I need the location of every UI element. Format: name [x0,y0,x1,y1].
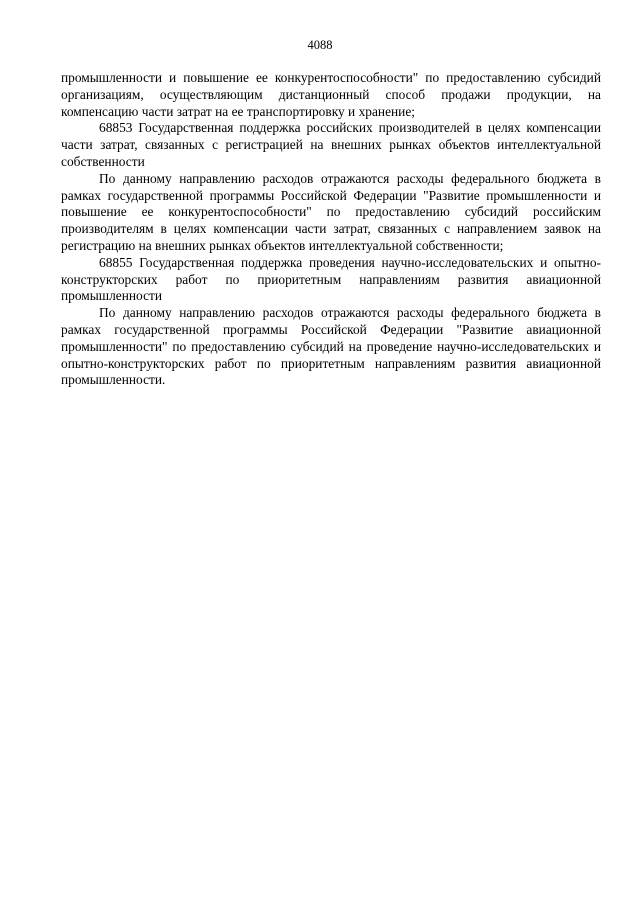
expense-code-68855-heading: 68855 Государственная поддержка проведения научно-исследовательских и опытно-конструкторских работ по приоритетным направлениям развития авиационной промышленности [61,254,601,304]
page-number: 4088 [307,38,333,52]
expense-code-68853-heading: 68853 Государственная поддержка российских производителей в целях компенсации части затрат, связанных с регистрацией на внешних рынках объектов интеллектуальной собственности [61,120,601,169]
paragraph-continuation: промышленности и повышение ее конкурентоспособности" по предоставлению субсидий организациям, осуществляющим дистанционный способ продажи продукции, на компенсацию части затрат на ее транспортировку и хранение; [61,70,601,119]
expense-code-68855-description: По данному направлению расходов отражаются расходы федерального бюджета в рамках государственной программы Российской Федерации "Развитие авиационной промышленности" по предоставлению субсидий на проведение научно-исследовательских и опытно-конструкторских работ по приоритетным направлениям развития авиационной промышленности. [61,305,601,388]
expense-code-68853-description: По данному направлению расходов отражаются расходы федерального бюджета в рамках государственной программы Российской Федерации "Развитие промышленности и повышение ее конкурентоспособности" по предоставлению субсидий российским производителям в целях компенсации части затрат, связанных с направлением заявок на регистрацию на внешних рынках объектов интеллектуальной собственности; [61,170,601,253]
document-body [61,70,601,389]
